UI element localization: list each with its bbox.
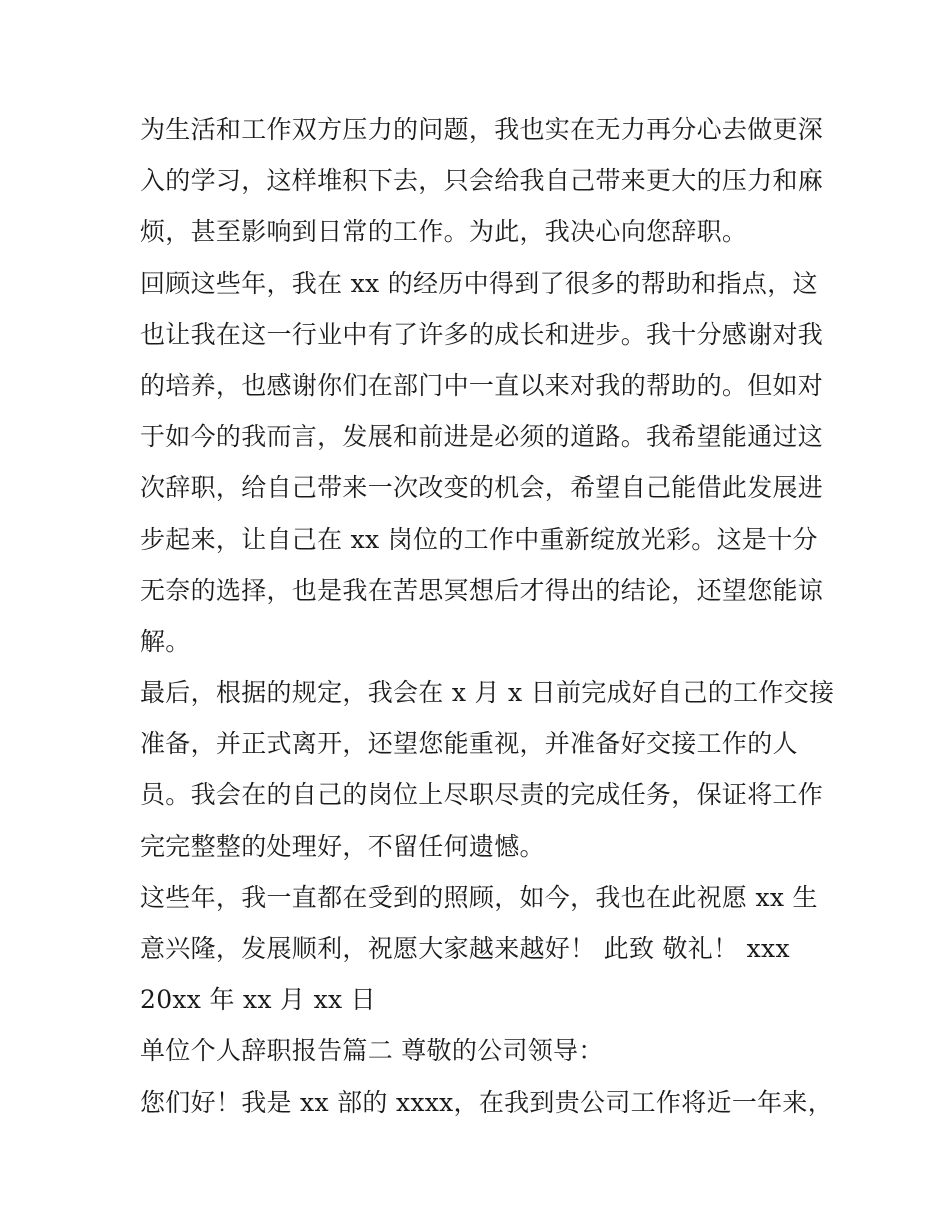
text-line: 意兴隆，发展顺利，祝愿大家越来越好！ 此致 敬礼！ xxx [140,934,790,963]
text-line: 无奈的选择，也是我在苦思冥想后才得出的结论，还望您能谅 [140,575,824,605]
text-line: 最后，根据的规定，我会在 x 月 x 日前完成好自己的工作交接 [140,678,835,708]
text-line: 为生活和工作双方压力的问题，我也实在无力再分心去做更深 [140,115,824,144]
text-line: 您们好！我是 xx 部的 xxxx，在我到贵公司工作将近一年来， [140,1087,834,1117]
text-line: 入的学习，这样堆积下去，只会给我自己带来更大的压力和麻 [140,166,824,196]
date-line: 20xx 年 xx 月 xx 日 [140,985,376,1015]
text-line: 也让我在这一行业中有了许多的成长和进步。我十分感谢对我 [140,319,824,349]
section-heading: 单位个人辞职报告篇二 尊敬的公司领导： [140,1036,604,1066]
text-line: 于如今的我而言，发展和前进是必须的道路。我希望能通过这 [140,422,824,452]
text-line: 完完整整的处理好，不留任何遗憾。 [140,831,545,861]
text-line: 这些年，我一直都在受到的照顾，如今，我也在此祝愿 xx 生 [140,882,818,912]
text-line: 烦，甚至影响到日常的工作。为此，我决心向您辞职。 [140,217,748,247]
text-line: 的培养，也感谢你们在部门中一直以来对我的帮助的。但如对 [140,370,824,400]
text-line: 员。我会在的自己的岗位上尽职尽责的完成任务，保证将工作 [140,780,824,810]
text-line: 回顾这些年，我在 xx 的经历中得到了很多的帮助和指点，这 [140,268,818,298]
text-line: 步起来，让自己在 xx 岗位的工作中重新绽放光彩。这是十分 [140,524,818,554]
text-line: 准备，并正式离开，还望您能重视，并准备好交接工作的人 [140,729,798,759]
text-line: 次辞职，给自己带来一次改变的机会，希望自己能借此发展进 [140,473,824,503]
text-line: 解。 [140,626,191,656]
document-body [140,104,835,1128]
